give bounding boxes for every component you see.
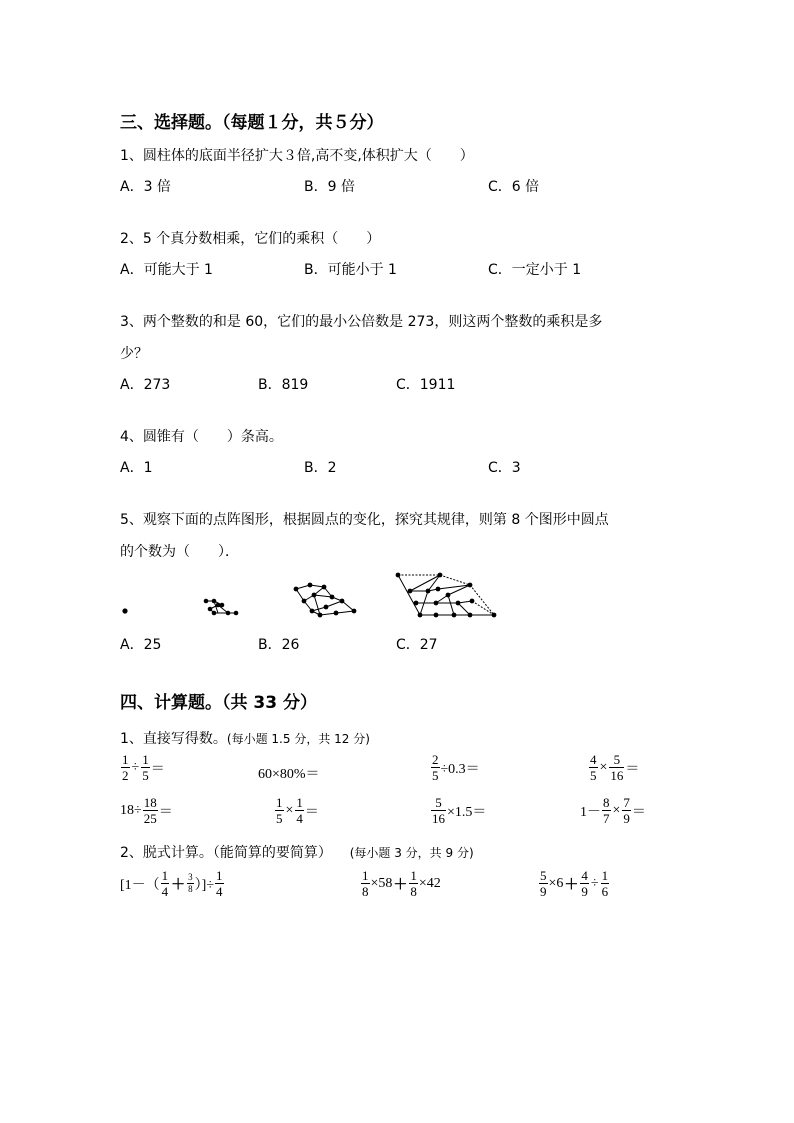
question-4-stem: 4、圆锥有（ ）条高。 xyxy=(120,429,283,445)
question-5-option-c: C．27 xyxy=(396,637,438,653)
question-3-stem-continued: 少？ xyxy=(120,346,148,362)
question-4-option-b: B．2 xyxy=(304,460,337,476)
question-2-option-c: C．一定小于 1 xyxy=(488,262,582,278)
question-3-stem: 3、两个整数的和是 60，它们的最小公倍数是 273，则这两个整数的乘积是多 xyxy=(120,314,603,330)
question-3-option-a: A．273 xyxy=(120,377,171,393)
section4-heading: 四、计算题。（共 33 分） xyxy=(120,693,317,713)
question-2-option-b: B．可能小于 1 xyxy=(304,262,397,278)
question-2-option-a: A．可能大于 1 xyxy=(120,262,213,278)
dot-figure-4 xyxy=(396,573,497,618)
calc-q2-label: 2、脱式计算。（能简算的要简算） (每小题 3 分，共 9 分) xyxy=(120,845,474,861)
oral-expr-5: 18÷ $\frac{18}{25}$ ＝ xyxy=(120,795,173,826)
step-calc-expr-2: $\frac{1}{8}$ ×58 ＋ $\frac{1}{8}$ ×42 xyxy=(362,868,441,899)
question-1-stem: 1、圆柱体的底面半径扩大３倍,高不变,体积扩大（ ） xyxy=(120,148,474,164)
question-1-option-c: C．6 倍 xyxy=(488,179,540,195)
question-5-stem: 5、观察下面的点阵图形，根据圆点的变化，探究其规律，则第 8 个图形中圆点 xyxy=(120,512,609,528)
oral-expr-1: $\frac{1}{2}$ ÷ $\frac{1}{5}$ ＝ xyxy=(122,752,165,783)
question-1-option-b: B．9 倍 xyxy=(304,179,355,195)
oral-expr-2: 60×80%＝ xyxy=(258,767,320,782)
oral-expr-7: $\frac{5}{16}$ ×1.5＝ xyxy=(432,795,487,826)
question-5-option-b: B．26 xyxy=(258,637,300,653)
question-3-option-b: B．819 xyxy=(258,377,309,393)
step-calc-expr-3: $\frac{5}{9}$ ×6 ＋ $\frac{4}{9}$ ÷ $\frac{1}{6}$ xyxy=(540,868,609,899)
dot-figure-1 xyxy=(122,608,127,613)
oral-expr-3: $\frac{2}{5}$ ÷0.3＝ xyxy=(432,752,480,783)
question-2-stem: 2、5 个真分数相乘，它们的乘积（ ） xyxy=(120,231,381,247)
oral-expr-4: $\frac{4}{5}$ × $\frac{5}{16}$ ＝ xyxy=(590,752,640,783)
question-5-option-a: A．25 xyxy=(120,637,162,653)
section3-heading: 三、选择题。（每题１分，共５分） xyxy=(120,113,384,133)
dot-pattern-figure xyxy=(110,565,510,625)
question-5-stem-continued: 的个数为（ ）． xyxy=(120,544,239,560)
calc-q1-label: 1、直接写得数。(每小题 1.5 分，共 12 分) xyxy=(120,731,370,747)
question-1-option-a: A．3 倍 xyxy=(120,179,171,195)
question-4-option-c: C．3 xyxy=(488,460,521,476)
oral-expr-8: 1－ $\frac{8}{7}$ × $\frac{7}{9}$ ＝ xyxy=(580,795,646,826)
step-calc-expr-1: [1－（ $\frac{1}{4}$ ＋ $\frac{3}{8}$ ）]÷ $\frac{1}{4}$ xyxy=(120,868,223,899)
dot-figure-3 xyxy=(294,583,357,618)
question-3-option-c: C．1911 xyxy=(396,377,456,393)
dot-figure-2 xyxy=(204,599,239,616)
question-4-option-a: A．1 xyxy=(120,460,153,476)
oral-expr-6: $\frac{1}{5}$ × $\frac{1}{4}$ ＝ xyxy=(276,795,319,826)
